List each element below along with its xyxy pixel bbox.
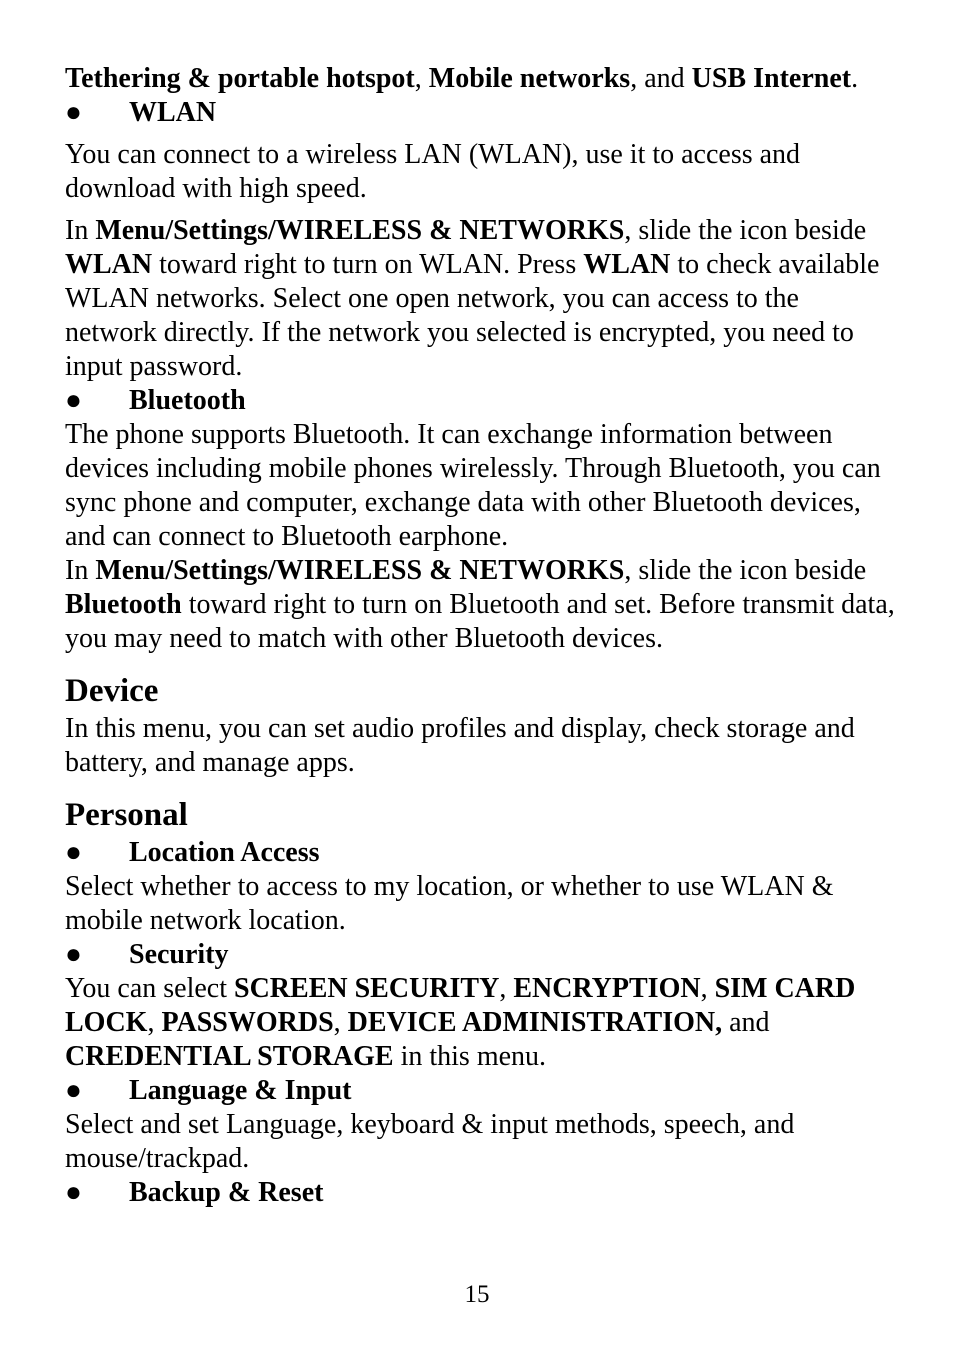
device-description: In this menu, you can set audio profiles and display, check storage and battery, and manage apps. [65,713,855,778]
personal-heading: Personal [65,797,188,833]
language-bullet-heading: ● Language & Input [65,1075,352,1106]
location-description: Select whether to access to my location, or whether to use WLAN & mobile network location. [65,871,834,936]
security-description: You can select SCREEN SECURITY, ENCRYPTION, SIM CARD LOCK, PASSWORDS, DEVICE ADMINISTRATION, and CREDENTIAL STORAGE in this menu. [65,973,856,1072]
bullet-icon: ● [65,97,82,128]
mobile-networks-term: Mobile networks [428,63,631,94]
device-heading: Device [65,673,159,709]
tethering-term: Tethering & portable hotspot [65,63,415,94]
backup-bullet-heading: ● Backup & Reset [65,1177,324,1208]
bullet-icon: ● [65,837,82,868]
bullet-icon: ● [65,1177,82,1208]
intro-paragraph: Tethering & portable hotspot, Mobile networks, and USB Internet. [65,63,859,94]
bullet-icon: ● [65,385,82,416]
bluetooth-instructions: In Menu/Settings/WIRELESS & NETWORKS, slide the icon beside Bluetooth toward right to turn on Bluetooth and set. Before transmit data, you may need to match with other Bluetooth devices. [65,555,895,654]
bluetooth-bullet-heading: ● Bluetooth [65,385,246,416]
bullet-icon: ● [65,1075,82,1106]
bluetooth-description: The phone supports Bluetooth. It can exchange information between devices including mobile phones wirelessly. Through Bluetooth, you can sync phone and computer, exchange data with other Bluetooth devices, and can connect to Bluetooth earphone. [65,419,881,552]
wlan-description: You can connect to a wireless LAN (WLAN), use it to access and download with high speed. [65,139,801,204]
wlan-bullet-heading: ● WLAN [65,97,217,128]
language-description: Select and set Language, keyboard & input methods, speech, and mouse/trackpad. [65,1109,795,1174]
wlan-instructions: In Menu/Settings/WIRELESS & NETWORKS, slide the icon beside WLAN toward right to turn on WLAN. Press WLAN to check available WLAN networks. Select one open network, you can access to the network directly. If the network you selected is encrypted, you need to input password. [65,215,880,382]
page-content [65,62,895,1210]
bullet-icon: ● [65,939,82,970]
location-bullet-heading: ● Location Access [65,837,320,868]
page-number: 15 [464,1281,490,1308]
usb-internet-term: USB Internet [691,63,852,94]
security-bullet-heading: ● Security [65,939,229,970]
